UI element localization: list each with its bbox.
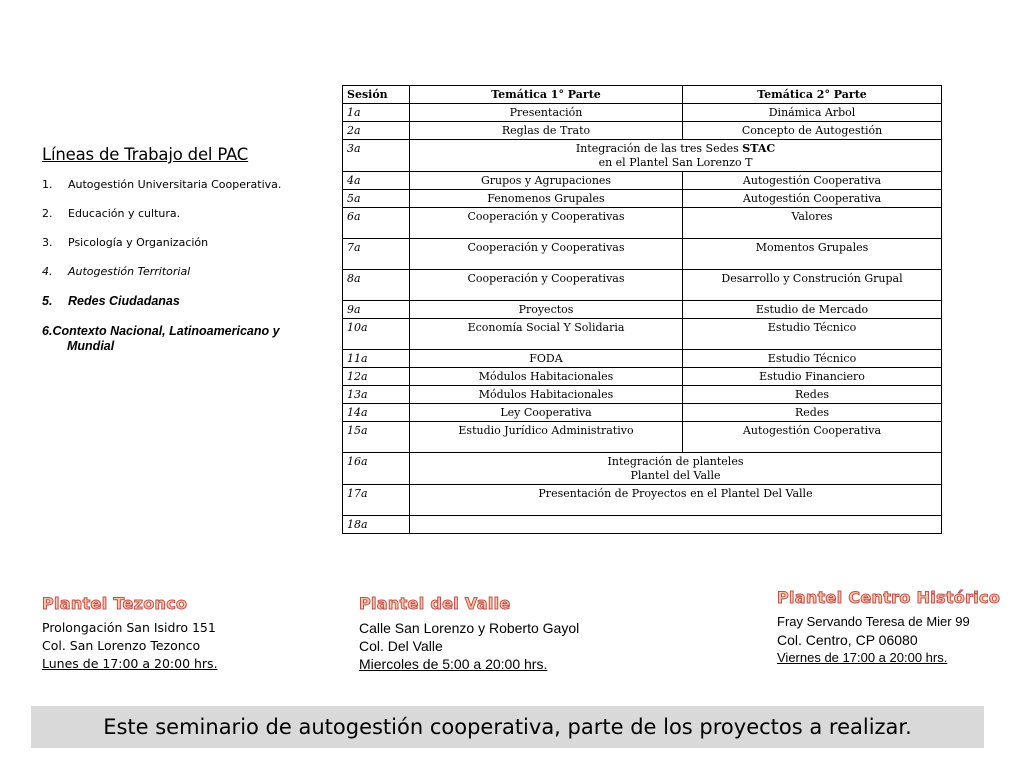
- footer-banner: [31, 706, 984, 748]
- plantel-address: Prolongación San Isidro 151: [42, 620, 216, 635]
- list-item: 3. Psicología y Organización: [42, 236, 209, 249]
- table-row: 10a Economía Social Y Solidaria Estudio Técnico: [343, 319, 942, 350]
- list-item: 1. Autogestión Universitaria Cooperativa.: [42, 178, 282, 191]
- table-row: 5a Fenomenos Grupales Autogestión Cooperativa: [343, 190, 942, 208]
- merged-cell: Integración de planteles Plantel del Valle: [410, 453, 942, 485]
- table-row: 11a FODA Estudio Técnico: [343, 350, 942, 368]
- plantel-address: Fray Servando Teresa de Mier 99: [777, 614, 970, 629]
- banner-text: Este seminario de autogestión cooperativa, parte de los proyectos a realizar.: [103, 715, 912, 739]
- table-row: 4a Grupos y Agrupaciones Autogestión Cooperativa: [343, 172, 942, 190]
- plantel-schedule: Viernes de 17:00 a 20:00 hrs.: [777, 650, 948, 665]
- schedule-table: [342, 85, 942, 534]
- plantel-colonia: Col. Centro, CP 06080: [777, 632, 918, 648]
- plantel-schedule: Lunes de 17:00 a 20:00 hrs.: [42, 656, 218, 671]
- table-row: 6a Cooperación y Cooperativas Valores: [343, 208, 942, 239]
- list-item: 4. Autogestión Territorial: [42, 265, 191, 278]
- merged-cell: Integración de las tres Sedes STAC en el Plantel San Lorenzo T: [410, 140, 942, 172]
- plantel-centro-historico: [777, 588, 1000, 667]
- plantel-del-valle: [359, 594, 579, 673]
- list-item: 2. Educación y cultura.: [42, 207, 181, 220]
- list-item: 6.Contexto Nacional, Latinoamericano y Mundial: [42, 324, 280, 353]
- table-row: 14a Ley Cooperativa Redes: [343, 404, 942, 422]
- plantel-title: Plantel Tezonco: [42, 594, 188, 613]
- header-tematica-2: Temática 2° Parte: [683, 86, 942, 104]
- table-row: 7a Cooperación y Cooperativas Momentos Grupales: [343, 239, 942, 270]
- lineas-list: [42, 178, 302, 354]
- merged-cell: Presentación de Proyectos en el Plantel Del Valle: [410, 485, 942, 516]
- header-tematica-1: Temática 1° Parte: [410, 86, 683, 104]
- table-row: 18a: [343, 516, 942, 534]
- plantel-title: Plantel del Valle: [359, 594, 511, 613]
- plantel-schedule: Miercoles de 5:00 a 20:00 hrs.: [359, 656, 548, 672]
- header-sesion: Sesión: [343, 86, 410, 104]
- table-row: 16a Integración de planteles Plantel del Valle: [343, 453, 942, 485]
- plantel-tezonco: [42, 594, 218, 673]
- lineas-title: Líneas de Trabajo del PAC: [42, 145, 249, 164]
- plantel-colonia: Col. Del Valle: [359, 638, 443, 654]
- list-item: 5. Redes Ciudadanas: [42, 294, 180, 308]
- table-row: 9a Proyectos Estudio de Mercado: [343, 301, 942, 319]
- plantel-colonia: Col. San Lorenzo Tezonco: [42, 638, 201, 653]
- plantel-address: Calle San Lorenzo y Roberto Gayol: [359, 620, 580, 636]
- table-row: 8a Cooperación y Cooperativas Desarrollo y Construción Grupal: [343, 270, 942, 301]
- table-row: 2a Reglas de Trato Concepto de Autogestión: [343, 122, 942, 140]
- table-row: 12a Módulos Habitacionales Estudio Financiero: [343, 368, 942, 386]
- empty-cell: [410, 516, 942, 534]
- table-row: 3a Integración de las tres Sedes STAC en el Plantel San Lorenzo T: [343, 140, 942, 172]
- table-row: 1a Presentación Dinámica Arbol: [343, 104, 942, 122]
- table-row: 17a Presentación de Proyectos en el Plantel Del Valle: [343, 485, 942, 516]
- table-row: 15a Estudio Jurídico Administrativo Autogestión Cooperativa: [343, 422, 942, 453]
- table-header-row: [343, 86, 942, 104]
- lineas-de-trabajo: [42, 145, 302, 354]
- table-row: 13a Módulos Habitacionales Redes: [343, 386, 942, 404]
- plantel-title: Plantel Centro Histórico: [777, 588, 1001, 607]
